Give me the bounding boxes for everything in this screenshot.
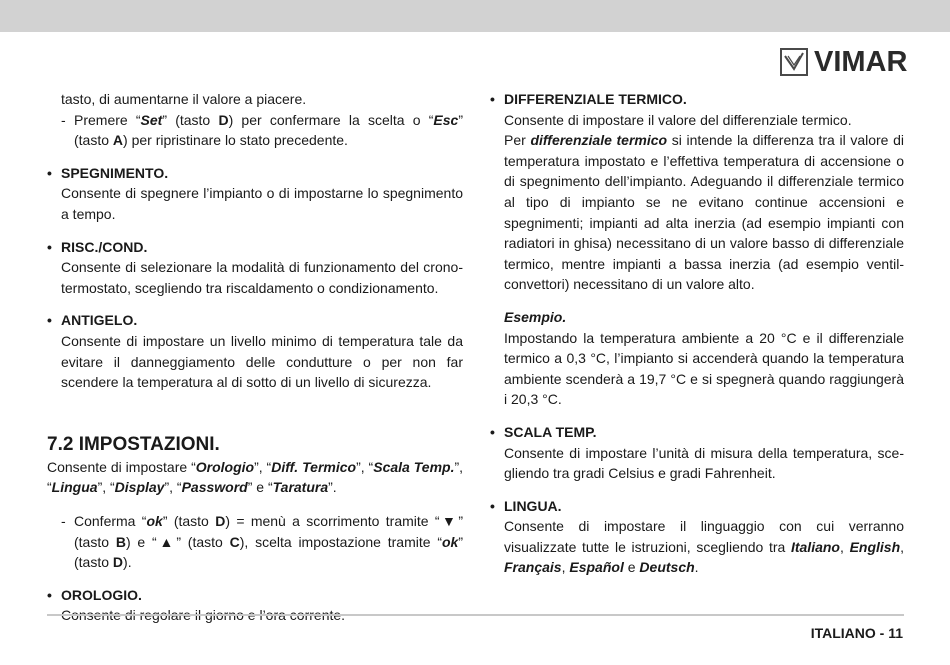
section-text-risc-cond: Consente di selezionare la modalità di funzionamento del crono-termostato, scegliendo tra riscaldamento o condizionamento. bbox=[61, 259, 463, 296]
section-title-orologio: • OROLOGIO. bbox=[47, 586, 142, 603]
section-title-lingua: • LINGUA. bbox=[490, 497, 562, 514]
section-title-antigelo: • ANTIGELO. bbox=[47, 312, 138, 329]
left-column bbox=[47, 89, 463, 626]
footer-divider bbox=[47, 614, 904, 616]
section-text-lingua: Consente di impostare il linguaggio con cui verranno visualizzate tutte le istruzioni, scegliendo tra Italiano, English, Français, Español e Deutsch. bbox=[504, 518, 905, 576]
section-title-differenziale: • DIFFERENZIALE TERMICO. bbox=[490, 91, 687, 107]
differenziale-paragraph: Per differenziale termico si intende la differenza tra il valore di temperatura impostato e l’effettiva temperatura di accensione o di spegnimento dell’impianto. Adeguando il differenziale termico al tipo di impianto se ne evitano continue accensioni e spegnimenti; impianti ad alta inerzia (ad esempio impianti con radiatori in ghisa) necessitano di un valore basso di differenziale termico, mentre impianti a bassa inerzia (ad esempio ventil-convettori) necessitano di un valore alto. bbox=[504, 132, 904, 293]
section-title-spegnimento: • SPEGNIMENTO. bbox=[47, 164, 169, 181]
brand-name: VIMAR bbox=[814, 46, 908, 78]
section-title-scala-temp: • SCALA TEMP. bbox=[490, 423, 597, 440]
dash-item-navigation: - Conferma “ok” (tasto D) = menù a scorrimento tramite “▼” (tasto B) e “▲” (tasto C), scelta impostazione tramite “ok” (tasto D). bbox=[61, 512, 463, 571]
top-band bbox=[0, 0, 950, 32]
page-number: ITALIANO - 11 bbox=[810, 625, 903, 641]
section-text-spegnimento: Consente di spegnere l’impianto o di impostarne lo spegnimento a tempo. bbox=[61, 185, 463, 222]
esempio-title: Esempio. bbox=[504, 308, 567, 325]
vimar-logo-icon bbox=[780, 48, 808, 76]
section-title-risc-cond: • RISC./COND. bbox=[47, 238, 148, 255]
vimar-logo bbox=[780, 46, 907, 78]
impostazioni-intro: Consente di impostare “Orologio”, “Diff. Termico”, “Scala Temp.”, “Lingua”, “Display”, “Password” e “Taratura”. bbox=[47, 458, 464, 496]
continued-text: tasto, di aumentarne il valore a piacere. bbox=[61, 91, 307, 107]
differenziale-line1: Consente di impostare il valore del differenziale termico. bbox=[504, 111, 852, 128]
esempio-text: Impostando la temperatura ambiente a 20 °C e il differenziale termico a 0,3 °C, l’impianto si accenderà quando la temperatura ambiente scenderà a 19,7 °C e si spegnerà quando raggiungerà i 20,3 °C. bbox=[504, 329, 904, 408]
section-text-scala-temp: Consente di impostare l’unità di misura della temperatura, sce-gliendo tra gradi Celsius e gradi Fahrenheit. bbox=[504, 444, 904, 482]
heading-impostazioni: 7.2 IMPOSTAZIONI. bbox=[47, 433, 220, 455]
dash-item-set: - Premere “Set” (tasto D) per confermare la scelta o “Esc” (tasto A) per ripristinare lo stato precedente. bbox=[61, 111, 463, 149]
section-text-antigelo: Consente di impostare un livello minimo di temperatura tale da evitare il danneggiamento delle condutture o per non far scendere la temperatura al di sotto di un livello di sicurezza. bbox=[61, 332, 463, 391]
right-column bbox=[490, 89, 904, 578]
